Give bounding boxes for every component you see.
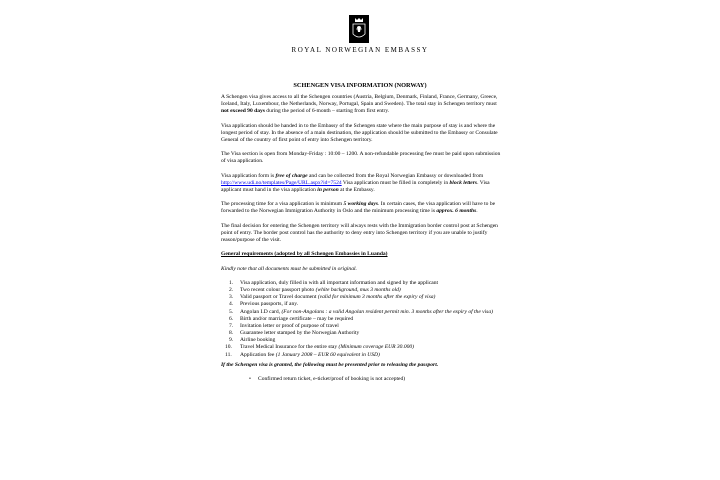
- requirements-list: [221, 280, 503, 359]
- visa-granted-list: [221, 376, 503, 383]
- intro-paragraph: A Schengen visa gives access to all the Schengen countries (Austria, Belgium, Denmark, Finland, France, Germany, Greece, Iceland, Italy, Luxembour, the Netherlands, Norway, Portugal, Spain and Sweden). The total stay in Schengen territory must not exceed 90 days during the period of 6-month – starting from first entry.: [221, 94, 498, 115]
- list-item: • Confirmed return ticket, e-ticket/proof of booking is not accepted): [249, 375, 406, 382]
- list-item: 11. Application fee (1 January 2008 – EUR 60 equivalent in USD): [225, 351, 380, 358]
- embassy-name: ROYAL NORWEGIAN EMBASSY: [291, 46, 429, 54]
- list-item: 3. Valid passport or Travel document (valid for minimum 3 months after the expiry of visa): [229, 294, 436, 301]
- list-item: 5. Angolan I.D card, (For non-Angolans : a valid Angolan resident permit min. 3 months after the expiry of the visa): [229, 308, 493, 315]
- norwegian-crest-icon: [349, 15, 369, 43]
- list-item: 2. Two recent colour passport photo (white background, mus 3 months old): [229, 287, 401, 294]
- list-item: 10. Travel Medical Insurance for the entire stay (Minimum coverage EUR 30.000): [225, 344, 415, 351]
- document-body: [221, 94, 503, 383]
- processing-time-paragraph: The processing time for a visa application is minimum 5 working days. In certain cases, the visa application will have to be forwarded to the Norwegian Immigration Authority in Oslo and the minimum processing time is approx. 6 months.: [221, 201, 496, 215]
- border-control-paragraph: The final decision for entering the Schengen territory will always rests with the Immigration border control post at Schengen point of entry. The border post control has the authority to deny entry into Schengen territory if you are unable to justify reason/purpose of the visit.: [221, 222, 498, 244]
- form-paragraph: Visa application form is free of charge and can be collected from the Royal Norwegian Embassy or downloaded from http://www.udi.no/templates/Page/URL.aspx?id=7524 Visa application must be filled in completely in block letters. Visa applicant must hand in the visa application in person at the Embassy.: [221, 172, 490, 193]
- requirements-note: Kindly note that all documents must be submitted in original.: [221, 265, 357, 272]
- list-item: 6. Birth and/or marriage certificate – may be required: [229, 315, 354, 322]
- list-item: 8. Guarantee letter stamped by the Norwegian Authority: [229, 330, 360, 337]
- list-item: 7. Invitation letter or proof of purpose of travel: [229, 322, 339, 329]
- visa-granted-heading: If the Schengen visa is granted, the following must be presented prior to releasing the passport.: [221, 361, 439, 368]
- list-item: 4. Previous passports, if any.: [229, 301, 299, 308]
- opening-hours-paragraph: The Visa section is open from Monday-Friday : 10:00 – 1200. A non-refundable processing fee must be paid upon submission of visa application.: [221, 151, 501, 165]
- bullet-icon: •: [249, 375, 251, 382]
- page-title: SCHENGEN VISA INFORMATION (NORWAY): [293, 82, 427, 89]
- application-paragraph: Visa application should be handed in to the Embassy of the Schengen state where the main purpose of stay is and where the longest period of stay. In the absence of a main destination, the application should be submitted to the Embassy or Consulate General of the country of first point of entry into Schengen territory.: [221, 122, 498, 143]
- requirements-heading: General requirements (adopted by all Schengen Embassies in Luanda): [221, 251, 388, 258]
- udi-form-link[interactable]: http://www.udi.no/templates/Page/URL.aspx?id=7524: [221, 179, 342, 186]
- list-item: 1. Visa application, duly filled in with all important information and signed by the applicant: [229, 279, 439, 286]
- list-item: 9. Airline booking: [229, 337, 276, 344]
